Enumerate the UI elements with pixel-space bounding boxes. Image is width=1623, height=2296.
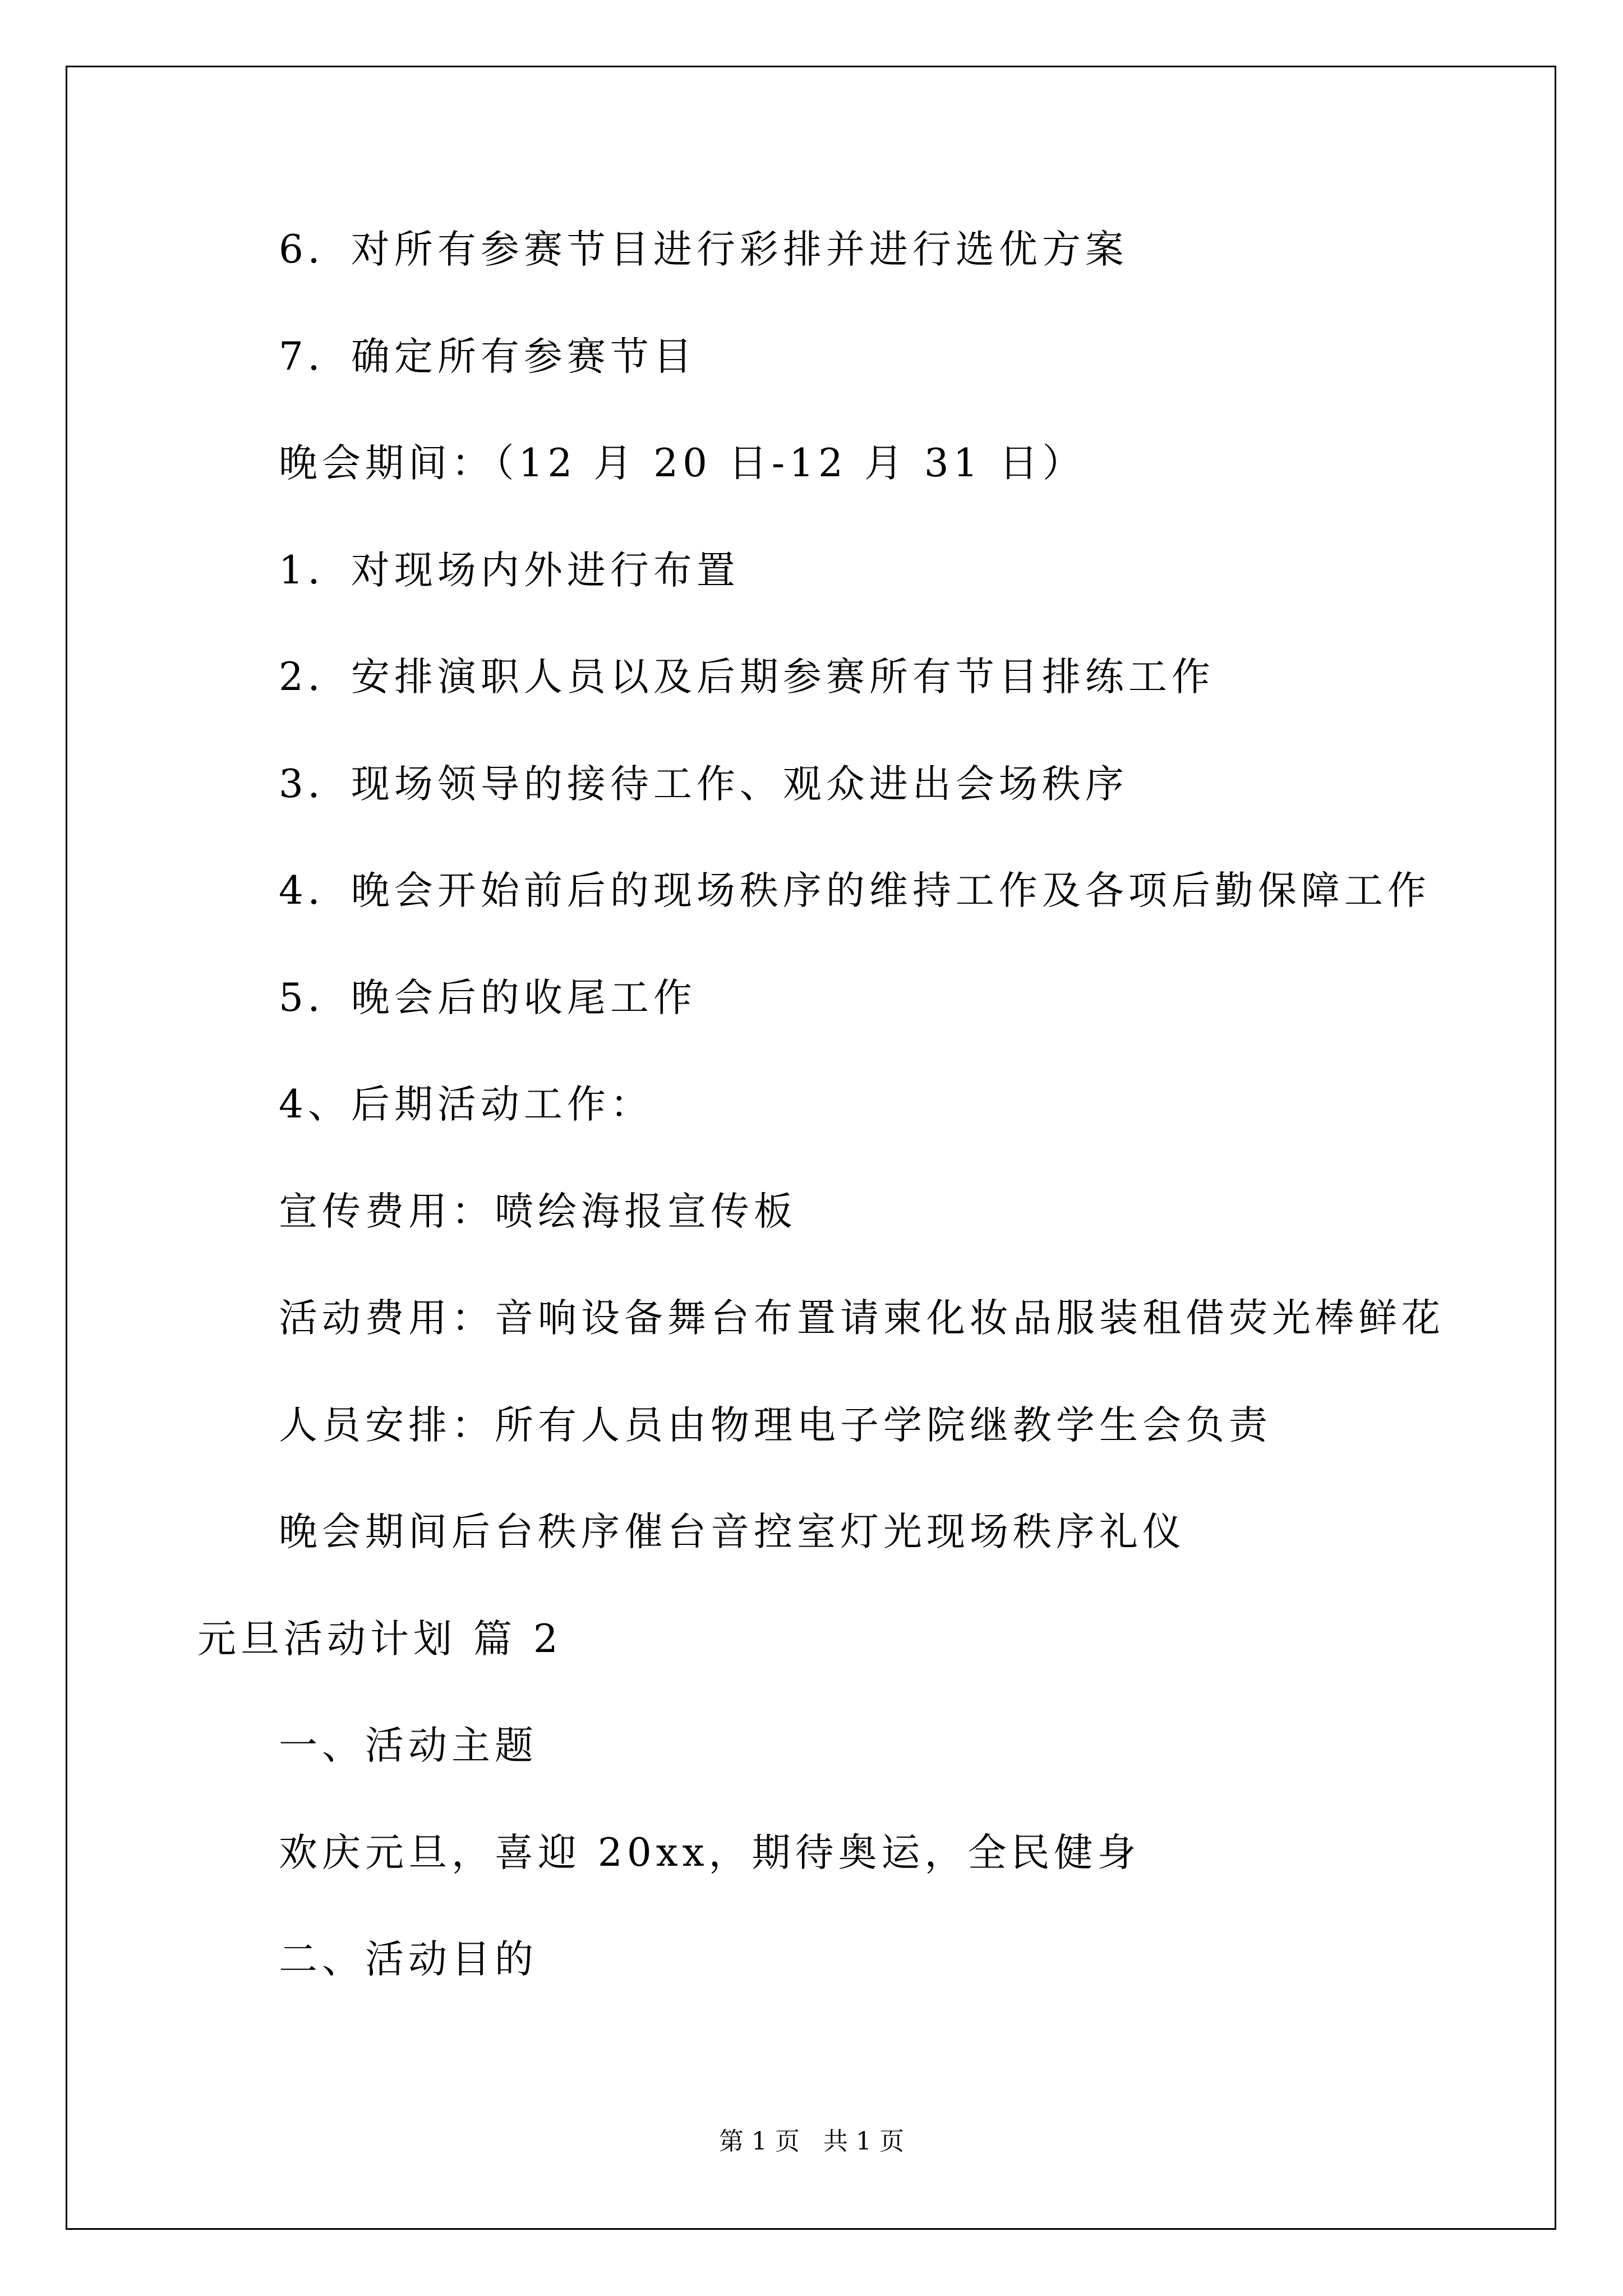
text-line: 6．对所有参赛节目进行彩排并进行选优方案: [279, 227, 1128, 272]
text-line: 一、活动主题: [279, 1723, 538, 1768]
text-line: 2．安排演职人员以及后期参赛所有节目排练工作: [279, 655, 1215, 700]
text-line: 晚会期间后台秩序催台音控室灯光现场秩序礼仪: [279, 1510, 1186, 1554]
text-line: 4．晚会开始前后的现场秩序的维持工作及各项后勤保障工作: [279, 868, 1431, 913]
text-line: 欢庆元旦，喜迎 20xx，期待奥运，全民健身: [279, 1830, 1141, 1875]
text-line: 7．确定所有参赛节目: [279, 334, 697, 379]
page-footer: 第 1 页 共 1 页: [719, 2127, 904, 2156]
text-line: 4、后期活动工作：: [279, 1082, 653, 1127]
text-line: 二、活动目的: [279, 1937, 538, 1982]
text-line: 活动费用：音响设备舞台布置请柬化妆品服装租借荧光棒鲜花: [279, 1296, 1445, 1341]
text-line: 宣传费用：喷绘海报宣传板: [279, 1189, 797, 1234]
section-heading: 元旦活动计划 篇 2: [197, 1617, 562, 1662]
page-border: [66, 66, 1556, 2230]
text-line: 5．晚会后的收尾工作: [279, 976, 697, 1020]
text-line: 1．对现场内外进行布置: [279, 548, 740, 593]
text-line: 人员安排：所有人员由物理电子学院继教学生会负责: [279, 1403, 1272, 1448]
text-line: 晚会期间：（12 月 20 日-12 月 31 日）: [279, 441, 1086, 486]
text-line: 3．现场领导的接待工作、观众进出会场秩序: [279, 762, 1128, 807]
